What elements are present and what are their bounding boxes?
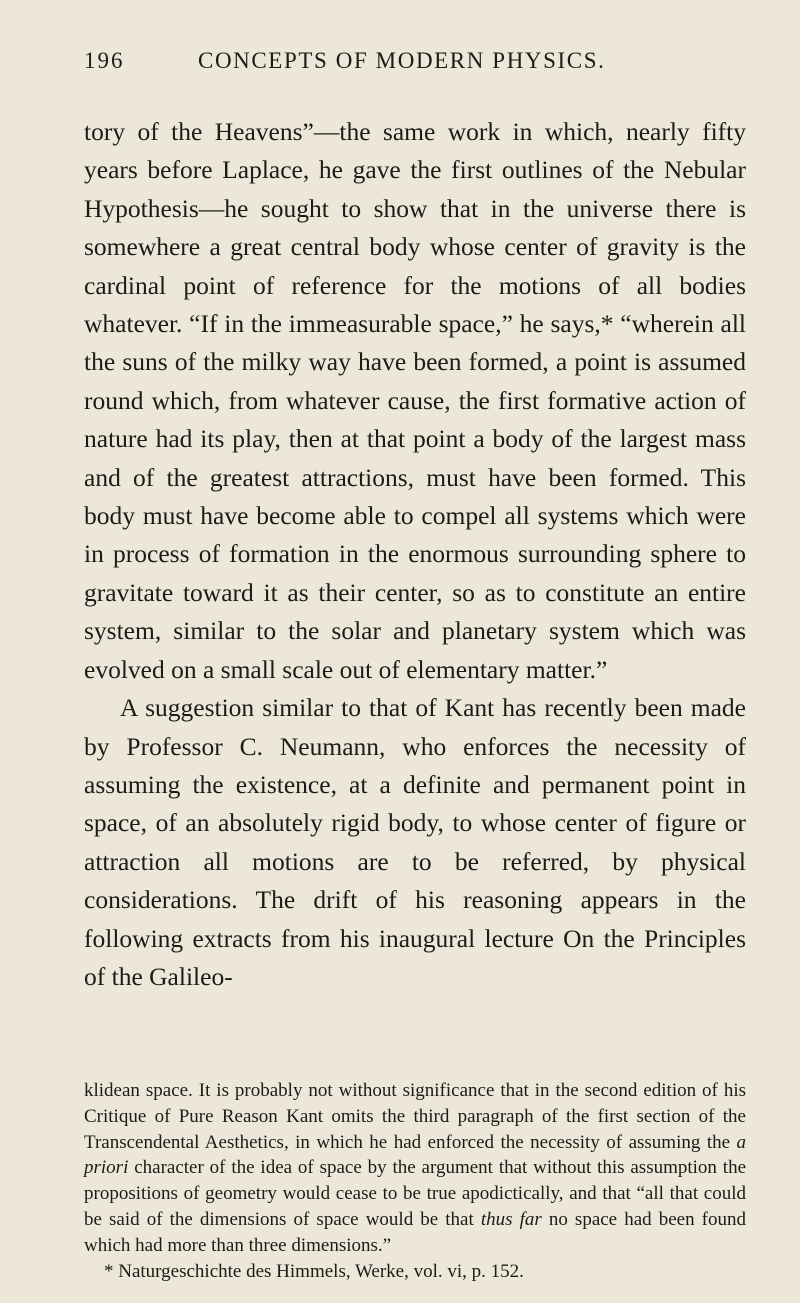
footnote-text-part-1: klidean space. It is probably not without significance that in the second edition of his Critique of Pure Reason Kant omits the third paragraph of the first section of the Transcendental Aesthetics, in which he had enforced the necessity of assuming the: [84, 1080, 746, 1153]
footnote-text-part-3: no space had been found which had more than three dimensions.”: [84, 1208, 746, 1256]
main-text: [84, 113, 746, 996]
footnote-continued: [84, 1078, 746, 1259]
paragraph-continued: tory of the Heavens”—the same work in which, nearly fifty years before Laplace, he gave the first outlines of the Nebular Hypothesis—he sought to show that in the universe there is somewhere a great central body whose center of gravity is the cardinal point of reference for the motions of all bodies whatever. “If in the immeasurable space,” he says,* “wherein all the suns of the milky way have been formed, a point is assumed round which, from whatever cause, the first formative action of nature had its play, then at that point a body of the largest mass and of the greatest attractions, must have been formed. This body must have become able to compel all systems which were in process of formation in the enormous surrounding sphere to gravitate toward it as their center, so as to constitute an entire system, similar to the solar and planetary system which was evolved on a small scale out of elementary matter.”: [84, 117, 746, 684]
footnote-italic-thus-far: thus far: [480, 1208, 542, 1230]
footnote-text-part-2: character of the idea of space by the argument that without this assumption the propositions of geometry would cease to be true apodictically, and that “all that could be said of the dimensions of space would be that: [84, 1157, 746, 1230]
page-number: 196: [84, 48, 125, 73]
running-head: [84, 48, 744, 84]
footnotes: [84, 1078, 746, 1284]
paragraph-neumann: A suggestion similar to that of Kant has recently been made by Professor C. Neumann, who enforces the necessity of assuming the existence, at a definite and permanent point in space, of an absolutely rigid body, to whose center of figure or attraction all motions are to be referred, by physical considerations. The drift of his reasoning appears in the following extracts from his inaugural lecture On the Principles of the Galileo-: [84, 693, 746, 991]
footnote-asterisk: * Naturgeschichte des Himmels, Werke, vol. vi, p. 152.: [104, 1260, 524, 1282]
running-title: CONCEPTS OF MODERN PHYSICS.: [198, 48, 606, 73]
footnote-italic-a-priori: a priori: [84, 1131, 747, 1179]
